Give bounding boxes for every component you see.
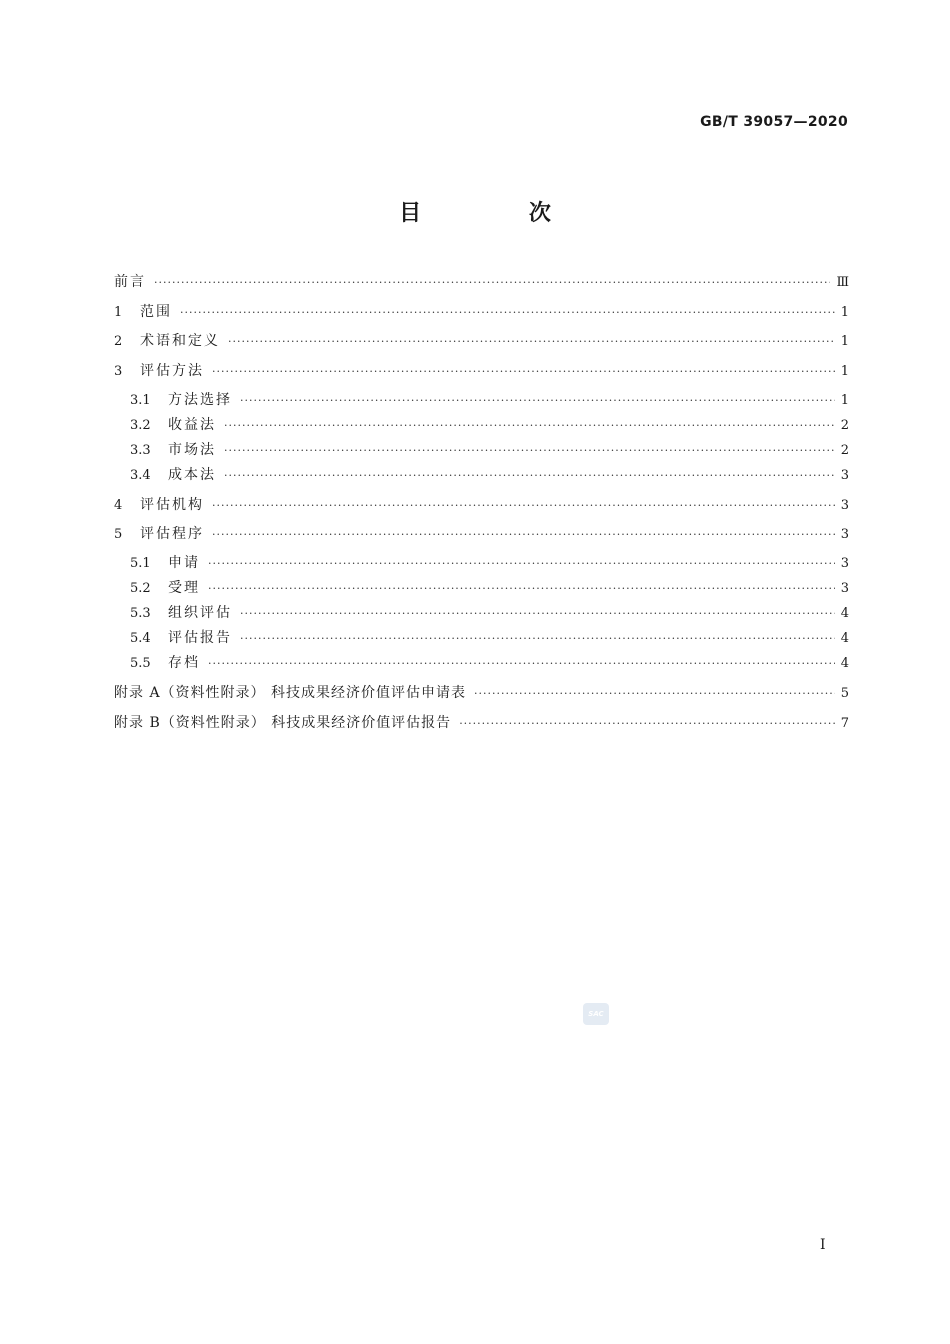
toc-entry-number: 5.3	[130, 606, 151, 621]
toc-leader-dots	[224, 416, 835, 436]
toc-entry-label: 收益法	[168, 417, 216, 433]
toc-entry-3-4[interactable]	[130, 465, 849, 485]
toc-entry-label: 申请	[168, 555, 200, 571]
toc-entry-appendix-b[interactable]	[114, 713, 849, 733]
toc-entry-5-5[interactable]	[130, 653, 849, 673]
toc-entry-number: 4	[114, 498, 123, 513]
toc-entry-label: 范围	[140, 304, 172, 320]
toc-entry-label: 前言	[114, 274, 146, 290]
toc-entry-label: 受理	[168, 580, 200, 596]
toc-entry-5-4[interactable]	[130, 628, 849, 648]
toc-page-number: 3	[840, 581, 849, 596]
toc-entry-label: 附录 B（资料性附录） 科技成果经济价值评估报告	[114, 715, 452, 731]
toc-title: 目 次	[399, 201, 601, 226]
toc-entry-appendix-a[interactable]	[114, 683, 849, 703]
toc-entry-3-1[interactable]	[130, 390, 849, 410]
toc-entry-label: 方法选择	[168, 392, 232, 408]
toc-leader-dots	[474, 684, 835, 704]
toc-entry-label: 存档	[168, 655, 200, 671]
toc-leader-dots	[459, 714, 835, 734]
toc-page-number: 4	[840, 656, 849, 671]
toc-entry-2[interactable]	[114, 331, 849, 351]
toc-leader-dots	[180, 303, 835, 323]
toc-entry-number: 2	[114, 334, 123, 349]
toc-entry-number: 3.3	[130, 443, 151, 458]
toc-entry-number: 5.4	[130, 631, 151, 646]
toc-leader-dots	[224, 441, 835, 461]
toc-entry-5-3[interactable]	[130, 603, 849, 623]
toc-entry-label: 术语和定义	[140, 333, 220, 349]
toc-leader-dots	[240, 391, 835, 411]
toc-leader-dots	[240, 604, 835, 624]
toc-entry-label: 市场法	[168, 442, 216, 458]
toc-page-number: 4	[840, 606, 849, 621]
toc-leader-dots	[154, 273, 830, 293]
toc-leader-dots	[208, 654, 835, 674]
toc-page-number: 2	[840, 418, 849, 433]
toc-entry-label: 评估程序	[140, 526, 204, 542]
toc-entry-label: 成本法	[168, 467, 216, 483]
toc-page-number: 1	[840, 393, 849, 408]
toc-leader-dots	[240, 629, 835, 649]
toc-entry-number: 3	[114, 364, 123, 379]
toc-leader-dots	[212, 496, 835, 516]
toc-page-number: 1	[840, 364, 849, 379]
toc-page-number: Ⅲ	[836, 275, 849, 290]
standard-number: GB/T 39057—2020	[700, 114, 848, 130]
toc-entry-number: 5.2	[130, 581, 151, 596]
toc-entry-4[interactable]	[114, 495, 849, 515]
toc-entry-3-3[interactable]	[130, 440, 849, 460]
toc-leader-dots	[212, 362, 835, 382]
toc-entry-label: 附录 A（资料性附录） 科技成果经济价值评估申请表	[114, 685, 467, 701]
toc-leader-dots	[228, 332, 835, 352]
toc-entry-number: 3.2	[130, 418, 151, 433]
toc-page-number: 1	[840, 334, 849, 349]
toc-entry-3-2[interactable]	[130, 415, 849, 435]
toc-page-number: 3	[840, 498, 849, 513]
sac-watermark-logo: SAC	[583, 1003, 609, 1025]
toc-entry-number: 5.5	[130, 656, 151, 671]
toc-entry-5[interactable]	[114, 524, 849, 544]
toc-entry-1[interactable]	[114, 302, 849, 322]
toc-page-number: 3	[840, 468, 849, 483]
toc-entry-number: 3.1	[130, 393, 151, 408]
toc-entry-label: 评估机构	[140, 497, 204, 513]
toc-leader-dots	[224, 466, 835, 486]
toc-entry-foreword[interactable]	[114, 272, 849, 292]
toc-entry-3[interactable]	[114, 361, 849, 381]
toc-page-number: 7	[840, 716, 849, 731]
toc-entry-5-1[interactable]	[130, 553, 849, 573]
toc-page-number: 3	[840, 556, 849, 571]
toc-entry-number: 5	[114, 527, 123, 542]
toc-entry-label: 评估报告	[168, 630, 232, 646]
toc-page-number: 2	[840, 443, 849, 458]
toc-entry-number: 3.4	[130, 468, 151, 483]
toc-page-number: 5	[840, 686, 849, 701]
toc-entry-number: 5.1	[130, 556, 151, 571]
toc-entry-5-2[interactable]	[130, 578, 849, 598]
page-number: I	[820, 1237, 826, 1253]
toc-page-number: 1	[840, 305, 849, 320]
toc-entry-label: 组织评估	[168, 605, 232, 621]
toc-leader-dots	[208, 579, 835, 599]
toc-page-number: 3	[840, 527, 849, 542]
toc-entry-number: 1	[114, 305, 123, 320]
toc-entry-label: 评估方法	[140, 363, 204, 379]
toc-page-number: 4	[840, 631, 849, 646]
toc-leader-dots	[208, 554, 835, 574]
toc-leader-dots	[212, 525, 835, 545]
